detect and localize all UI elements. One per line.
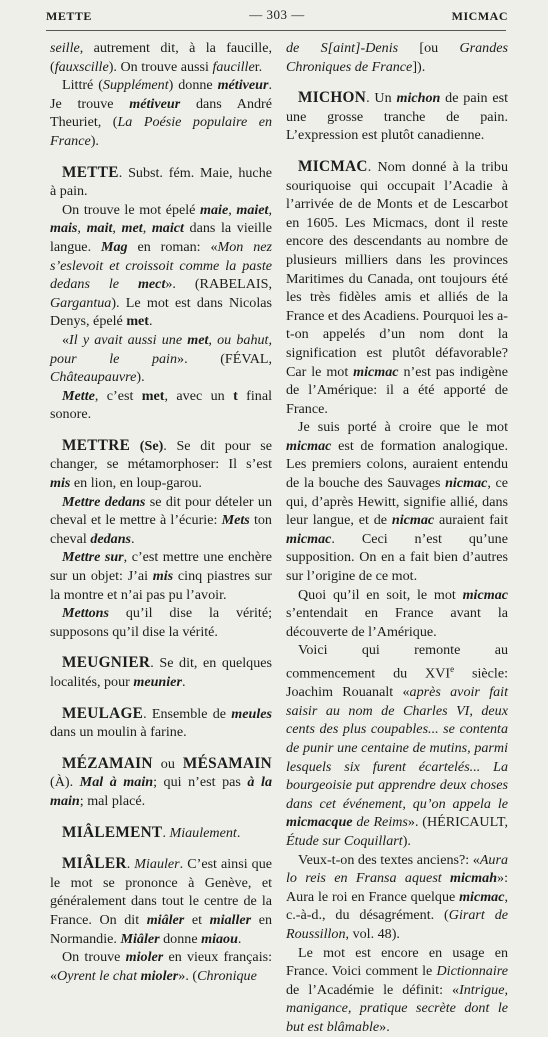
- left-column: [50, 39, 272, 985]
- entry-paragraph: Veux-t-on des textes anciens?: «Aura lo reis en Fransa aquest micmah»: Aura le roi en France quelque micmac, c.-à-d., du désagrément. (Girart de Roussillon, vol. 48).: [286, 851, 508, 942]
- entry-paragraph: Quoi qu’il en soit, le mot micmac s’entendait en France avant la découverte de l’Amérique.: [286, 586, 508, 640]
- dictionary-entry: MEUGNIER. Se dit, en quelques localités, pour meunier.: [50, 654, 272, 690]
- right-column: [286, 39, 508, 1037]
- header-rule: [46, 30, 506, 31]
- entry-paragraph: seille, autrement dit, à la faucille, (fauxscille). On trouve aussi fauciller.: [50, 40, 272, 75]
- dictionary-entry: METTE. Subst. fém. Maie, huche à pain.: [50, 163, 272, 200]
- entry-paragraph: Mette, c’est met, avec un t final sonore.: [50, 387, 272, 423]
- entry-paragraph: Mettons qu’il dise la vérité; supposons qu’il dise la vérité.: [50, 605, 272, 640]
- entry-paragraph: de S[aint]-Denis [ou Grandes Chroniques de France]).: [286, 40, 509, 75]
- running-header: [46, 6, 508, 26]
- entry-paragraph: «Il y avait aussi une met, ou bahut, pour le pain». (FÉVAL, Châteaupauvre).: [50, 331, 272, 386]
- entry-paragraph: On trouve mioler en vieux français: «Oyrent le chat mioler». (Chronique: [50, 949, 273, 984]
- page-number: — 303 —: [249, 7, 305, 22]
- dictionary-entry: MEULAGE. Ensemble de meules dans un moulin à farine.: [50, 704, 272, 741]
- entry-paragraph: Voici qui remonte au commencement du XVIe siècle: Joachim Rouanalt «après avoir fait saisir au nom de Charles VI, deux cents des plus coupables... se contenta de punir une centaine de mutins, parmi lesquels six furent écartelés... La bourgeoisie put apprendre deux choses dans cet événement, qu’on appela le micmacque de Reims». (HÉRICAULT, Étude sur Coquillart).: [286, 642, 509, 850]
- header-left-guide-word: METTE: [46, 9, 92, 23]
- dictionary-entry: MÉZAMAIN ou MÉSAMAIN (À). Mal à main; qui n’est pas à la main; mal placé.: [50, 754, 272, 809]
- header-right-guide-word: MICMAC: [451, 9, 508, 23]
- entry-paragraph: Littré (Supplément) donne métiveur. Je trouve métiveur dans André Theuriet, (La Poésie populaire en France).: [50, 77, 273, 149]
- entry-paragraph: Le mot est encore en usage en France. Voici comment le Dictionnaire de l’Académie le définit: «Intrigue, manigance, pratique secrète dont le but est blâmable».: [286, 944, 508, 1035]
- dictionary-entry: MIÂLEMENT. Miaulement.: [62, 823, 241, 841]
- entry-paragraph: On trouve le mot épelé maie, maiet, mais, mait, met, maict dans la vieille langue. Mag en roman: «Mon nez s’eslevoit et croissoit comme la paste dedans le mect». (RABELAIS, Gargantua). Le mot est dans Nicolas Denys, épelé met.: [50, 201, 273, 330]
- dictionary-entry: MICHON. Un michon de pain est une grosse tranche de pain. L’expression est plutôt canadienne.: [286, 89, 509, 144]
- entry-paragraph: Mettre dedans se dit pour dételer un cheval et le mettre à l’écurie: Mets ton cheval dedans.: [50, 493, 272, 547]
- dictionary-entry: MICMAC. Nom donné à la tribu souriquoise qui occupait l’Acadie à l’arrivée de de Monts et de Lescarbot en 1605. Les Micmacs, dont il reste encore des descendants au nombre de plusieurs milliers dans les provinces Maritimes du Canada, ont toujours été les très fidèles amis et alliés de la France et des Acadiens. Pourquoi les a-t-on appelés d’un nom dont la signification est plutôt défavorable? Car le mot micmac n’est pas indigène de l’Amérique: il a été apporté de France.: [286, 157, 508, 417]
- entry-paragraph: Mettre sur, c’est mettre une enchère sur un objet: J’ai mis cinq piastres sur la montre et n’ai pas pu l’avoir.: [50, 549, 272, 603]
- dictionary-entry: MIÂLER. Miauler. C’est ainsi que le mot se prononce à Genève, et généralement dans tout le centre de la France. On dit miâler et mialler en Normandie. Miâler donne miaou.: [50, 855, 273, 947]
- entry-paragraph: Je suis porté à croire que le mot micmac est de formation analogique. Les premiers colons, auraient entendu de la bouche des Sauvages nicmac, ce qui, d’après Hewitt, signifie allié, dans leur langue, et de nicmac auraient fait micmac. Ceci n’est qu’une supposition. On en a fait bien d’autres sur l’origine de ce mot.: [286, 419, 508, 585]
- dictionary-entry: METTRE (Se). Se dit pour se changer, se métamorphoser: Il s’est mis en lion, en loup-garou.: [50, 436, 272, 492]
